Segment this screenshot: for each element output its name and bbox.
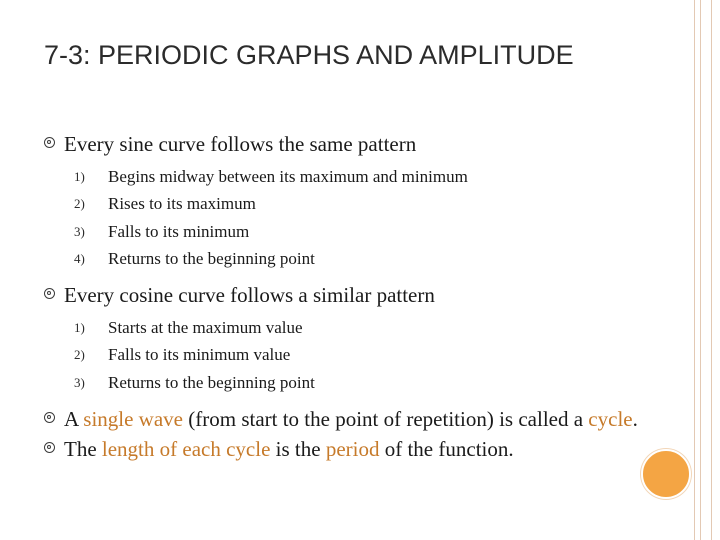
bullet-marker-icon [44,137,55,148]
list-number: 3) [74,374,85,390]
bullet-text-part: of the function. [379,437,514,462]
list-item [44,314,644,341]
cosine-steps-list [44,314,644,396]
decorative-edge-line [700,0,701,540]
list-number: 1) [74,169,85,184]
sine-steps-list [44,163,644,272]
list-item [44,190,644,217]
slide-title: 7-3: PERIODIC GRAPHS AND AMPLITUDE [44,40,574,70]
highlight-term: cycle [588,407,633,432]
list-number: 2) [74,196,85,212]
list-item-text: Falls to its minimum value [108,345,291,365]
list-item-text: Starts at the maximum value [108,318,303,338]
list-item [44,369,644,396]
bullet-period-definition [44,435,644,463]
decorative-edge-line [694,0,695,540]
highlight-term: single wave [83,407,183,432]
bullet-text-part: . [632,407,638,432]
list-item [44,218,644,245]
decorative-orange-circle [641,449,691,499]
list-number: 2) [74,347,85,363]
list-item-text: Begins midway between its maximum and minimum [108,167,468,186]
bullet-text: Every sine curve follows the same pattern [64,132,417,156]
bullet-marker-icon [44,288,55,299]
list-item [44,245,644,272]
list-item [44,163,644,190]
list-number: 3) [74,223,85,239]
list-number: 4) [74,250,85,266]
bullet-text-part: is the [270,437,326,462]
bullet-text-part: The [64,437,102,462]
list-item-text: Rises to its maximum [108,194,256,214]
list-item-text: Returns to the beginning point [108,248,315,268]
bullet-cycle-definition [44,405,644,433]
decorative-edge-line [711,0,712,540]
bullet-text-part: (from start to the point of repetition) is called a [183,407,589,432]
bullet-cosine-pattern [44,281,644,309]
highlight-term: period [325,437,380,462]
list-item [44,341,644,368]
highlight-term: length of each cycle [101,437,271,462]
bullet-text-part: A [64,407,84,432]
bullet-sine-pattern [44,130,644,158]
list-number: 1) [74,320,85,336]
list-item-text: Falls to its minimum [108,221,250,241]
bullet-marker-icon [44,442,55,453]
slide-content [44,130,644,463]
list-item-text: Returns to the beginning point [108,372,315,392]
bullet-marker-icon [44,412,55,423]
bullet-text: Every cosine curve follows a similar pattern [64,283,435,308]
